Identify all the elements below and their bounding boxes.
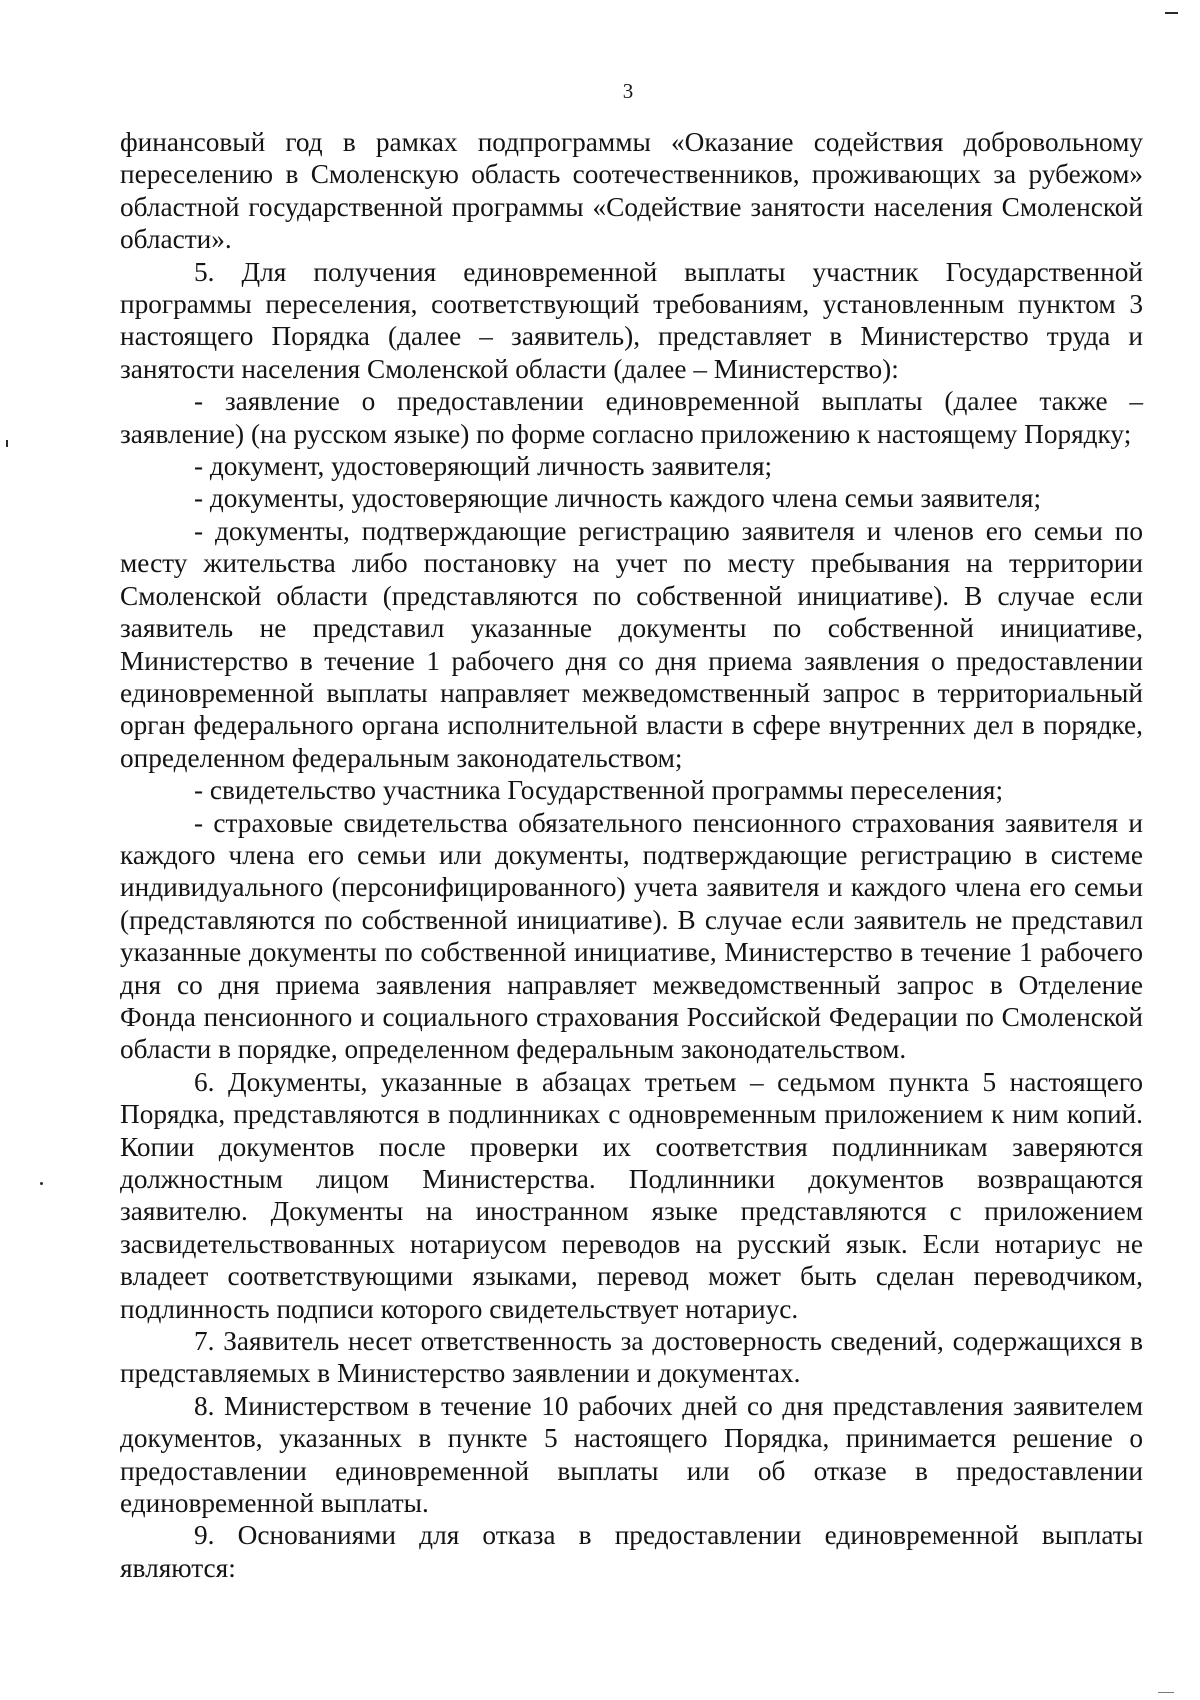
list-item-identity-document: - документ, удостоверяющий личность заявителя; [194,451,773,482]
list-item-insurance-certificates: - страховые свидетельства обязательного пенсионного страхования заявителя и каждого члена его семьи или документы, подтверждающие регистрацию в системе индивидуального (персонифицированного) учета заявителя и каждого члена его семьи (представляются по собственной инициативе). В случае если заявитель не представил указанные документы по собственной инициативе, Министерство в течение 1 рабочего дня со дня приема заявления направляет межведомственный запрос в Отделение Фонда пенсионного и социального страхования Российской Федерации по Смоленской области в порядке, определенном федеральным законодательством. [120,807,1143,1065]
paragraph-item-8: 8. Министерством в течение 10 рабочих дней со дня представления заявителем документов, указанных в пункте 5 настоящего Порядка, принимается решение о предоставлении единовременной выплаты или об отказе в предоставлении единовременной выплаты. [120,1390,1143,1519]
list-item-registration-documents: - документы, подтверждающие регистрацию заявителя и членов его семьи по месту жительства либо постановку на учет по месту пребывания на территории Смоленской области (представляются по собственной инициативе). В случае если заявитель не представил указанные документы по собственной инициативе, Министерство в течение 1 рабочего дня со дня приема заявления о предоставлении единовременной выплаты направляет межведомственный запрос в территориальный орган федерального органа исполнительной власти в сфере внутренних дел в порядке, определенном федеральным законодательством; [120,515,1143,773]
list-item-participant-certificate: - свидетельство участника Государственной программы переселения; [194,775,1004,806]
scan-artifact [1158,1692,1174,1693]
scan-artifact [6,440,8,447]
paragraph-continuation: финансовый год в рамках подпрограммы «Оказание содействия добровольному переселению в Смоленскую область соотечественников, проживающих за рубежом» областной государственной программы «Содействие занятости населения Смоленской области». [120,127,1143,255]
paragraph-item-7: 7. Заявитель несет ответственность за достоверность сведений, содержащихся в представляемых в Министерство заявлении и документах. [120,1326,1143,1389]
document-body [120,126,1143,1584]
scan-artifact [40,1182,43,1185]
scan-artifact [1165,12,1178,14]
page-number: 3 [622,79,634,103]
paragraph-item-9: 9. Основаниями для отказа в предоставлении единовременной выплаты являются: [120,1520,1143,1583]
paragraph-item-6: 6. Документы, указанные в абзацах третьем – седьмом пункта 5 настоящего Порядка, представляются в подлинниках с одновременным приложением к ним копий. Копии документов после проверки их соответствия подлинникам заверяются должностным лицом Министерства. Подлинники документов возвращаются заявителю. Документы на иностранном языке представляются с приложением засвидетельствованных нотариусом переводов на русский язык. Если нотариус не владеет соответствующими языками, перевод может быть сделан переводчиком, подлинность подписи которого свидетельствует нотариус. [120,1066,1143,1324]
list-item-family-identity-documents: - документы, удостоверяющие личность каждого члена семьи заявителя; [194,483,1042,514]
list-item-application: - заявление о предоставлении единовременной выплаты (далее также – заявление) (на русском языке) по форме согласно приложению к настоящему Порядку; [120,386,1143,449]
paragraph-item-5: 5. Для получения единовременной выплаты участник Государственной программы переселения, соответствующий требованиям, установленным пунктом 3 настоящего Порядка (далее – заявитель), представляет в Министерство труда и занятости населения Смоленской области (далее – Министерство): [120,256,1143,384]
